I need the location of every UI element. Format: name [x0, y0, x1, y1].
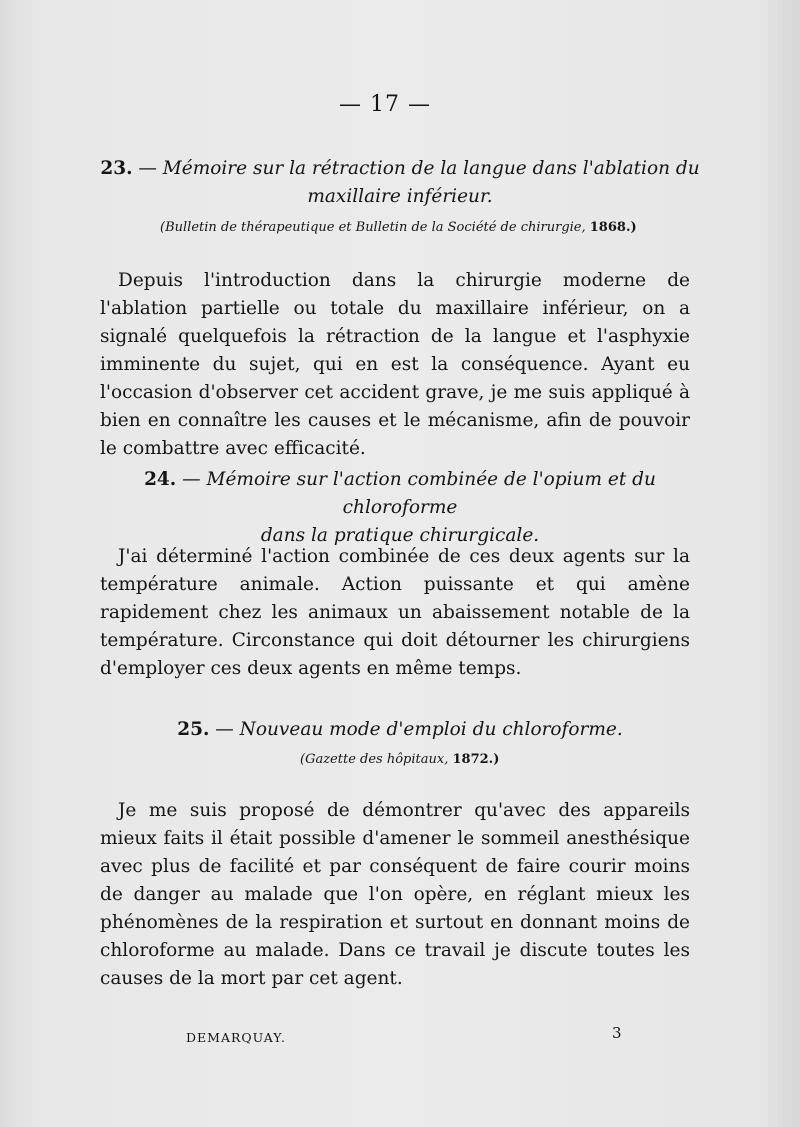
section-24-title-line2: dans la pratique chirurgicale. [260, 525, 540, 546]
footer-signature-mark: 3 [612, 1024, 622, 1042]
section-25-body: Je me suis proposé de démontrer qu'avec des appareils mieux faits il était possible d'amener le sommeil anesthésique avec plus de facilité et par conséquent de faire courir moins de danger au malade que l'on opère, en réglant mieux les phénomènes de la respiration et surtout en donnant moins de chloroforme au malade. Dans ce travail je discute toutes les causes de la mort par cet agent. [100, 800, 690, 989]
page-number: — 17 — [339, 92, 431, 117]
section-23-source-year: 1868.) [589, 220, 637, 235]
footer-author: DEMARQUAY. [186, 1030, 286, 1045]
section-23-title-line1: — Mémoire sur la rétraction de la langue dans l'ablation du [138, 158, 700, 179]
section-24-title-line1: — Mémoire sur l'action combinée de l'opium et du chloroforme [182, 469, 656, 518]
section-25-source [300, 752, 499, 767]
section-24-number: 24. [144, 469, 177, 490]
section-24-heading [100, 466, 700, 550]
section-25-source-year: 1872.) [452, 752, 500, 767]
section-23-source [160, 220, 637, 235]
section-25-heading [100, 716, 700, 744]
section-24-body: J'ai déterminé l'action combinée de ces deux agents sur la température animale. Action puissante et qui amène rapidement chez les animaux un abaissement notable de la température. Circonstance qui doit détourner les chirurgiens d'employer ces deux agents en même temps. [100, 546, 690, 679]
section-23-title-line2: maxillaire inférieur. [307, 186, 493, 207]
section-23-heading [100, 155, 700, 211]
section-23-source-text: (Bulletin de thérapeutique et Bulletin de la Société de chirurgie, [160, 220, 586, 235]
section-23-body: Depuis l'introduction dans la chirurgie moderne de l'ablation partielle ou totale du maxillaire inférieur, on a signalé quelquefois la rétraction de la langue et l'asphyxie imminente du sujet, qui en est la conséquence. Ayant eu l'occasion d'observer cet accident grave, je me suis appliqué à bien en connaître les causes et le mécanisme, afin de pouvoir le combattre avec efficacité. [100, 270, 690, 459]
section-23-number: 23. [100, 158, 133, 179]
section-25-title-line1: — Nouveau mode d'emploi du chloroforme. [215, 719, 623, 740]
section-25-source-text: (Gazette des hôpitaux, [300, 752, 449, 767]
section-25-number: 25. [177, 719, 210, 740]
